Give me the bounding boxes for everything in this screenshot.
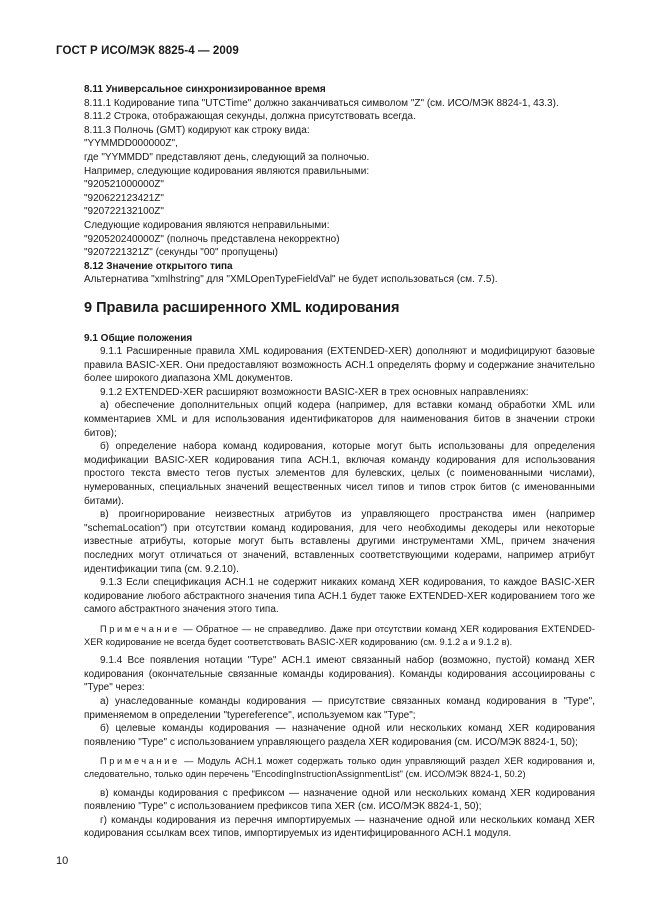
incorrect-example: "920520240000Z" (полночь представлена некорректно) (84, 233, 340, 245)
note-1 (84, 623, 595, 648)
paragraph-9-1-2: 9.1.2 EXTENDED-XER расширяют возможности BASIC-XER в трех основных направлениях: (100, 386, 529, 398)
note-2-text: — Модуль АСН.1 может содержать только один управляющий раздел XER кодирования и, следовательно, только один перечень "EncodingInstructionAssignmentList" (см. ИСО/МЭК 8824-1, 50.2) (84, 756, 595, 779)
line-8-11-1: 8.11.1 Кодирование типа "UTCTime" должно заканчиваться символом "Z" (см. ИСО/МЭК 8824-1, 43.3). (84, 97, 559, 109)
list-item-g2: г) команды кодирования из перечня импортируемых — назначение одной или нескольких команд XER кодирования ссылкам всех типов, импортируемых из идентифицированного АСН.1 модуля. (84, 814, 595, 840)
correct-example: "920722132100Z" (84, 206, 164, 218)
page-number: 10 (56, 855, 69, 867)
note-1-text: — Обратное — не справедливо. Даже при отсутствии команд XER кодирования EXTENDED-XER кодирование не всегда будет соответствовать BASIC-XER кодированию (см. 9.1.2 а и 9.1.2 в). (84, 623, 595, 647)
correct-example: "920622123421Z" (84, 192, 164, 204)
section-8-11-heading: 8.11 Универсальное синхронизированное время (84, 84, 326, 95)
section-8-12-text: Альтернатива "xmlhstring" для "XMLOpenTypeFieldVal" не будет использоваться (см. 7.5). (84, 274, 498, 286)
midnight-format: "YYMMDD000000Z", (84, 138, 178, 150)
note-2-label: Примечание (100, 756, 180, 767)
line-8-11-2: 8.11.2 Строка, отображающая секунды, должна присутствовать всегда. (84, 111, 416, 123)
list-item-b2: б) целевые команды кодирования — назначение одной или нескольких команд XER кодирования появлению "Type" с использованием управляющего раздела XER кодирования (см. ИСО/МЭК 8824-1, 50); (84, 723, 595, 748)
list-item-a: а) обеспечение дополнительных опций кодера (например, для вставки команд обработки XML или комментариев XML и для использования идентификаторов для наименования битов в значении строки битов); (84, 400, 595, 439)
incorrect-example: "9207221321Z" (секунды "00" пропущены) (84, 247, 278, 259)
paragraph-9-1-1: 9.1.1 Расширенные правила XML кодирования (EXTENDED-XER) дополняют и модифицируют базовые правила BASIC-XER. Они предоставляют возможность АСН.1 определять форму и содержание значительно более широкого диапазона XML документов. (84, 346, 595, 385)
list-item-b: б) определение набора команд кодирования, которые могут быть использованы для определения модификации BASIC-XER кодирования типа АСН.1, включая команду кодирования для использования простого текста вместо тегов пустых элементов для булевских, целых (с поименованными числами), нумерованных, специальных значений вещественных чисел типов и типов строк битов (с именованными битами). (84, 441, 595, 507)
incorrect-examples-intro: Следующие кодирования являются неправильными: (84, 219, 330, 231)
list-item-a2: а) унаследованные команды кодирования — присутствие связанных команд кодирования в "Type", применяемом в определении "typereference", используемом как "Type"; (84, 695, 595, 721)
section-9-1-heading: 9.1 Общие положения (84, 332, 193, 344)
paragraph-9-1-4: 9.1.4 Все появления нотации "Type" АСН.1 имеют связанный набор (возможно, пустой) команд XER кодирования (окончательные связанные команды кодирования). Команды кодирования ассоциированы с "Type" через: (84, 655, 595, 694)
page-content (84, 83, 595, 841)
line-8-11-3: 8.11.3 Полночь (GMT) кодируют как строку вида: (84, 124, 310, 136)
correct-examples-intro: Например, следующие кодирования являются правильными: (84, 165, 370, 177)
format-explanation: где "YYMMDD" представляют день, следующий за полночью. (84, 151, 370, 163)
section-9-heading: 9 Правила расширенного XML кодирования (84, 299, 400, 316)
correct-example: "920521000000Z" (84, 179, 164, 191)
section-8-12-heading: 8.12 Значение открытого типа (84, 260, 233, 272)
note-1-label: Примечание (100, 623, 180, 634)
list-item-v2: в) команды кодирования с префиксом — назначение одной или нескольких команд XER кодирования появлению "Type" с использованием префиксов типа XER (см. ИСО/МЭК 8824-1, 50); (84, 787, 595, 813)
list-item-v: в) проигнорирование неизвестных атрибутов из управляющего пространства имен (например "schemaLocation") при отсутствии команд кодирования, для чего необходимы декодеры или некоторые известные атрибуты, которые могут быть вставлены другими инструментами XML, причем значения последних могут отличаться от значений, вставленных соответствующими кодерами, например атрибут идентификации типа (см. 9.2.10). (84, 509, 595, 575)
note-2 (84, 755, 595, 780)
paragraph-9-1-3: 9.1.3 Если спецификация АСН.1 не содержит никаких команд XER кодирования, то каждое BASIC-XER кодирование любого абстрактного значения типа АСН.1 будет также EXTENDED-XER кодированием того же самого абстрактного значения этого типа. (84, 577, 595, 616)
document-header: ГОСТ Р ИСО/МЭК 8825-4 — 2009 (56, 45, 239, 57)
